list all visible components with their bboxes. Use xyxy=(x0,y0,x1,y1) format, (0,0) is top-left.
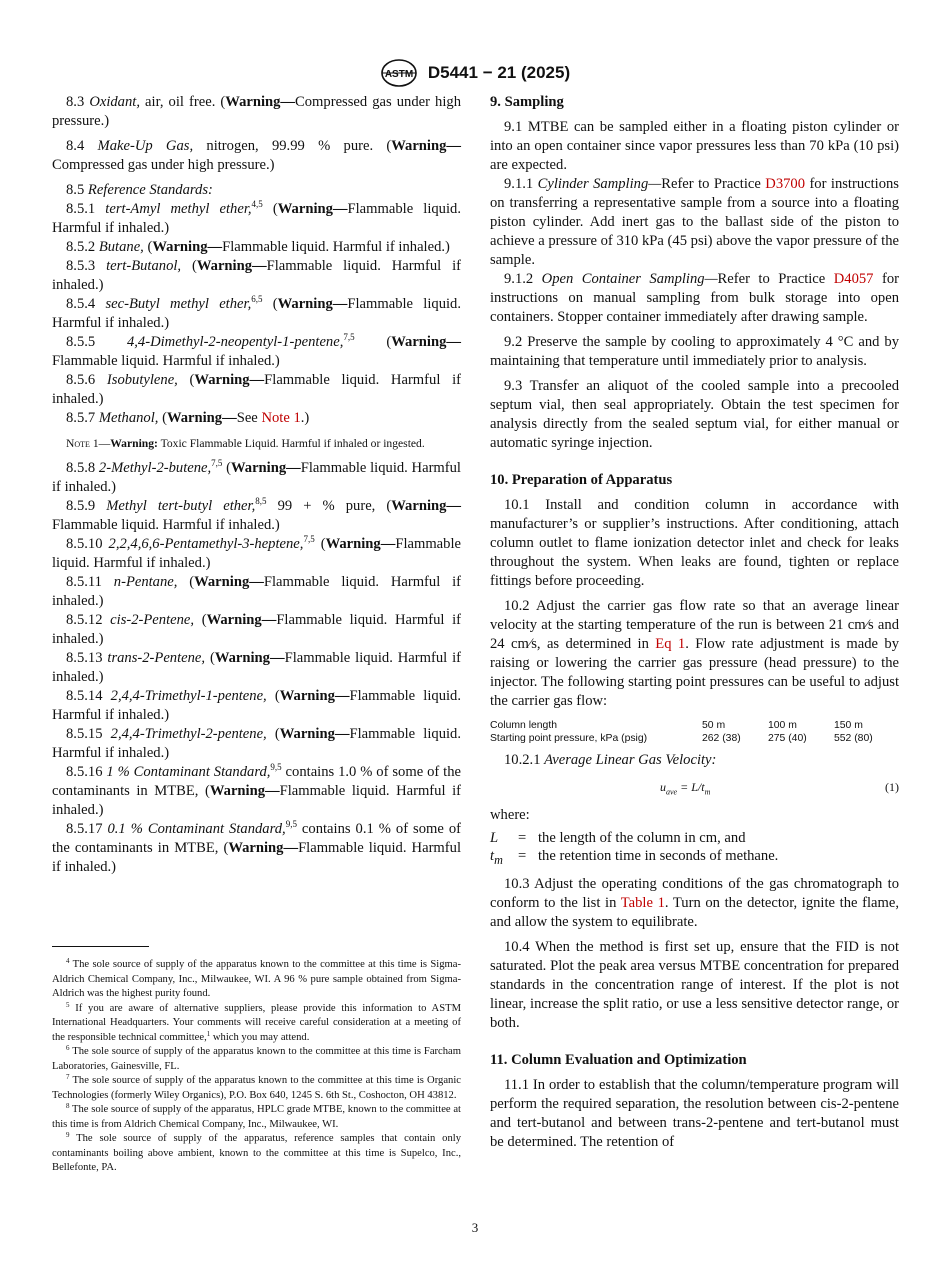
note-1: Note 1—Warning: Toxic Flammable Liquid. Harmful if inhaled or ingested. xyxy=(66,437,425,450)
footnote: $^9$ The sole source of supply of the apparatus, reference samples that contain only contaminants boiling above ambient, known to the committee at this time is Supelco, Inc., Bellefonte, PA. xyxy=(52,1131,461,1173)
left-column xyxy=(52,93,461,877)
section-10-2: 10.2 Adjust the carrier gas flow rate so that an average linear velocity at the starting temperature of the run is between 21 cm⁄s and 24 cm⁄s, as determined in Eq 1. Flow rate adjustment is made by raising or lowering the carrier gas pressure (head pressure) to the injector. The following starting point pressures can be useful to adjust the carrier gas flow: xyxy=(490,598,899,709)
logo-text: ASTM xyxy=(384,69,414,80)
astm-logo-icon xyxy=(380,58,418,88)
reference-standard-item: 8.5.3 tert-Butanol, (Warning—Flammable liquid. Harmful if inhaled.) xyxy=(52,258,462,293)
variable-definition: $t_m$ = the retention time in seconds of methane. xyxy=(490,848,779,867)
section-11-1: 11.1 In order to establish that the column/temperature program will perform the required separation, the resolution between cis-2-pentene and tert-butanol and between trans-2-pentene and tert-butanol must be determined. The retention of xyxy=(490,1076,899,1150)
d3700-link[interactable]: D3700 xyxy=(765,176,806,192)
table-row xyxy=(490,719,899,732)
d4057-link[interactable]: D4057 xyxy=(833,271,874,287)
section-10-2-1: 10.2.1 Average Linear Gas Velocity: xyxy=(504,752,717,768)
reference-standard-item: 8.5.11 n-Pentane, (Warning—Flammable liquid. Harmful if inhaled.) xyxy=(52,574,462,609)
table-cell: 275 (40) xyxy=(768,733,807,744)
heading-column-evaluation: 11. Column Evaluation and Optimization xyxy=(490,1051,747,1068)
variable-definitions xyxy=(490,829,899,869)
eq-1-link[interactable]: Eq 1 xyxy=(655,636,686,652)
section-9-1-1: 9.1.1 Cylinder Sampling—Refer to Practice D3700 for instructions on transferring a representative sample from a source into a floating piston cylinder. Add inert gas to the ballast side of the piston to achieve a pressure of 310 kPa (45 psi) above the vapor pressure of the sample. xyxy=(490,176,899,268)
section-9-1: 9.1 MTBE can be sampled either in a floating piston cylinder or into an open container since vapor pressures less than 70 kPa (10 psi) are expected. xyxy=(490,119,899,173)
equation-formula: $u_{ave} = L/t_m$ xyxy=(660,780,711,797)
section-9-2: 9.2 Preserve the sample by cooling to approximately 4 °C and by maintaining that temperature until immediately prior to analysis. xyxy=(490,334,899,369)
reference-standard-item: 8.5.14 2,4,4-Trimethyl-1-pentene, (Warning—Flammable liquid. Harmful if inhaled.) xyxy=(52,688,462,723)
equation-number: (1) xyxy=(885,780,899,794)
table-cell: 262 (38) xyxy=(702,733,741,744)
reference-standard-item: 8.5.12 cis-2-Pentene, (Warning—Flammable liquid. Harmful if inhaled.) xyxy=(52,612,462,647)
right-column xyxy=(490,93,899,1152)
reference-standard-item: 8.5.9 Methyl tert-butyl ether,$^{8,5}$ 99 + % pure, (Warning—Flammable liquid. Harmful if inhaled.) xyxy=(52,496,462,533)
reference-standard-item: 8.5.10 2,2,4,6,6-Pentamethyl-3-heptene,$^{7,5}$ (Warning—Flammable liquid. Harmful if inhaled.) xyxy=(52,534,461,571)
footnote: $^5$ If you are aware of alternative suppliers, please provide this information to ASTM International Headquarters. Your comments will receive careful consideration at a meeting of the responsible technical committee,$^1$ which you may attend. xyxy=(52,1000,461,1043)
heading-preparation-of-apparatus: 10. Preparation of Apparatus xyxy=(490,472,673,488)
reference-standards-list-b xyxy=(52,459,461,763)
footnote: $^7$ The sole source of supply of the apparatus known to the committee at this time is Organic Technologies (formerly Wiley Organics), P.O. Box 640, 1245 S. 6th St., Coshocton, OH 43812. xyxy=(52,1073,461,1101)
document-designation: D5441 − 21 (2025) xyxy=(427,63,571,82)
footnote: $^4$ The sole source of supply of the apparatus known to the committee at this time is Sigma-Aldrich Chemical Company, Inc., Milwaukee, WI. A 96 % pure sample obtained from Sigma-Aldrich was the highest purity found. xyxy=(52,957,461,999)
pressure-table xyxy=(490,719,899,745)
heading-sampling: 9. Sampling xyxy=(490,94,564,110)
section-10-4: 10.4 When the method is first set up, ensure that the FID is not saturated. Plot the peak area versus MTBE concentration for prepared standards in the concentration range of interest. If the plot is not linear, increase the split ratio, or use a less sensitive detector range, or both. xyxy=(490,938,899,1031)
reference-standard-item: 8.5.17 0.1 % Contaminant Standard,$^{9,5}$ contains 0.1 % of some of the contaminants in MTBE, (Warning—Flammable liquid. Harmful if inhaled.) xyxy=(52,819,462,875)
table-cell: 150 m xyxy=(834,720,863,731)
equation-1 xyxy=(490,774,899,804)
reference-standard-item: 8.5.15 2,4,4-Trimethyl-2-pentene, (Warning—Flammable liquid. Harmful if inhaled.) xyxy=(52,726,462,761)
table-1-link[interactable]: Table 1 xyxy=(620,894,665,911)
reference-standard-item: 8.5.4 sec-Butyl methyl ether,$^{6,5}$ (Warning—Flammable liquid. Harmful if inhaled.) xyxy=(52,294,461,331)
footnote: $^6$ The sole source of supply of the apparatus known to the committee at this time is Farcham Laboratories, Gainesville, FL. xyxy=(52,1044,461,1072)
reference-standard-item: 8.5.6 Isobutylene, (Warning—Flammable liquid. Harmful if inhaled.) xyxy=(52,372,461,407)
reference-standards-list-c xyxy=(52,763,461,877)
note-1-link[interactable]: Note 1 xyxy=(261,410,301,426)
where-label: where: xyxy=(490,807,530,823)
table-cell: 50 m xyxy=(702,720,726,731)
table-cell: 100 m xyxy=(768,720,797,731)
page-header xyxy=(0,58,950,88)
reference-standards-list-a xyxy=(52,200,461,409)
reference-standard-item: 8.5.13 trans-2-Pentene, (Warning—Flammable liquid. Harmful if inhaled.) xyxy=(52,650,461,685)
footnotes xyxy=(52,958,461,1176)
variable-definition: L = the length of the column in cm, and xyxy=(490,830,746,846)
reference-standard-item: 8.5.16 1 % Contaminant Standard,$^{9,5}$ contains 1.0 % of some of the contaminants in MTBE, (Warning—Flammable liquid. Harmful if inhaled.) xyxy=(52,762,461,818)
page-number: 3 xyxy=(471,1220,479,1235)
section-8-5-7: 8.5.7 Methanol, (Warning—See Note 1.) xyxy=(66,410,310,426)
section-8-4: 8.4 Make-Up Gas, nitrogen, 99.99 % pure. (Warning—Compressed gas under high pressure.) xyxy=(52,138,461,173)
section-8-5: 8.5 Reference Standards: xyxy=(66,182,213,198)
section-9-1-2: 9.1.2 Open Container Sampling—Refer to Practice D4057 for instructions on manual sampling from bulk storage into open containers. Stopper container immediately after drawing sample. xyxy=(490,271,899,325)
section-8-3: 8.3 Oxidant, air, oil free. (Warning—Compressed gas under high pressure.) xyxy=(52,94,461,129)
footnote-rule xyxy=(52,946,149,947)
section-9-3: 9.3 Transfer an aliquot of the cooled sample into a precooled septum vial, then seal appropriately. Obtain the test specimen for analysis directly from the sealed septum vial, for either manual or automatic syringe injection. xyxy=(490,378,899,451)
table-cell: Column length xyxy=(490,720,558,731)
table-row xyxy=(490,732,899,745)
reference-standard-item: 8.5.1 tert-Amyl methyl ether,$^{4,5}$ (Warning—Flammable liquid. Harmful if inhaled.) xyxy=(52,199,461,236)
table-cell: Starting point pressure, kPa (psig) xyxy=(490,733,648,744)
section-10-3: 10.3 Adjust the operating conditions of the gas chromatograph to conform to the list in Table 1. Turn on the detector, ignite the flame, and allow the system to equilibrate. xyxy=(490,875,899,930)
reference-standard-item: 8.5.2 Butane, (Warning—Flammable liquid. Harmful if inhaled.) xyxy=(66,239,450,255)
table-cell: 552 (80) xyxy=(834,733,873,744)
footnote: $^8$ The sole source of supply of the apparatus, HPLC grade MTBE, known to the committee at this time is from Aldrich Chemical Company, Inc., Milwaukee, WI. xyxy=(52,1102,461,1130)
section-10-1: 10.1 Install and condition column in accordance with manufacturer’s or supplier’s instructions. After conditioning, attach column outlet to flame ionization detector inlet and check for leaks throughout the system. When leaks are found, tighten or replace fittings before proceeding. xyxy=(490,497,899,589)
reference-standard-item: 8.5.5 4,4-Dimethyl-2-neopentyl-1-pentene,$^{7,5}$ (Warning—Flammable liquid. Harmful if inhaled.) xyxy=(52,332,461,369)
reference-standard-item: 8.5.8 2-Methyl-2-butene,$^{7,5}$ (Warning—Flammable liquid. Harmful if inhaled.) xyxy=(52,458,461,495)
